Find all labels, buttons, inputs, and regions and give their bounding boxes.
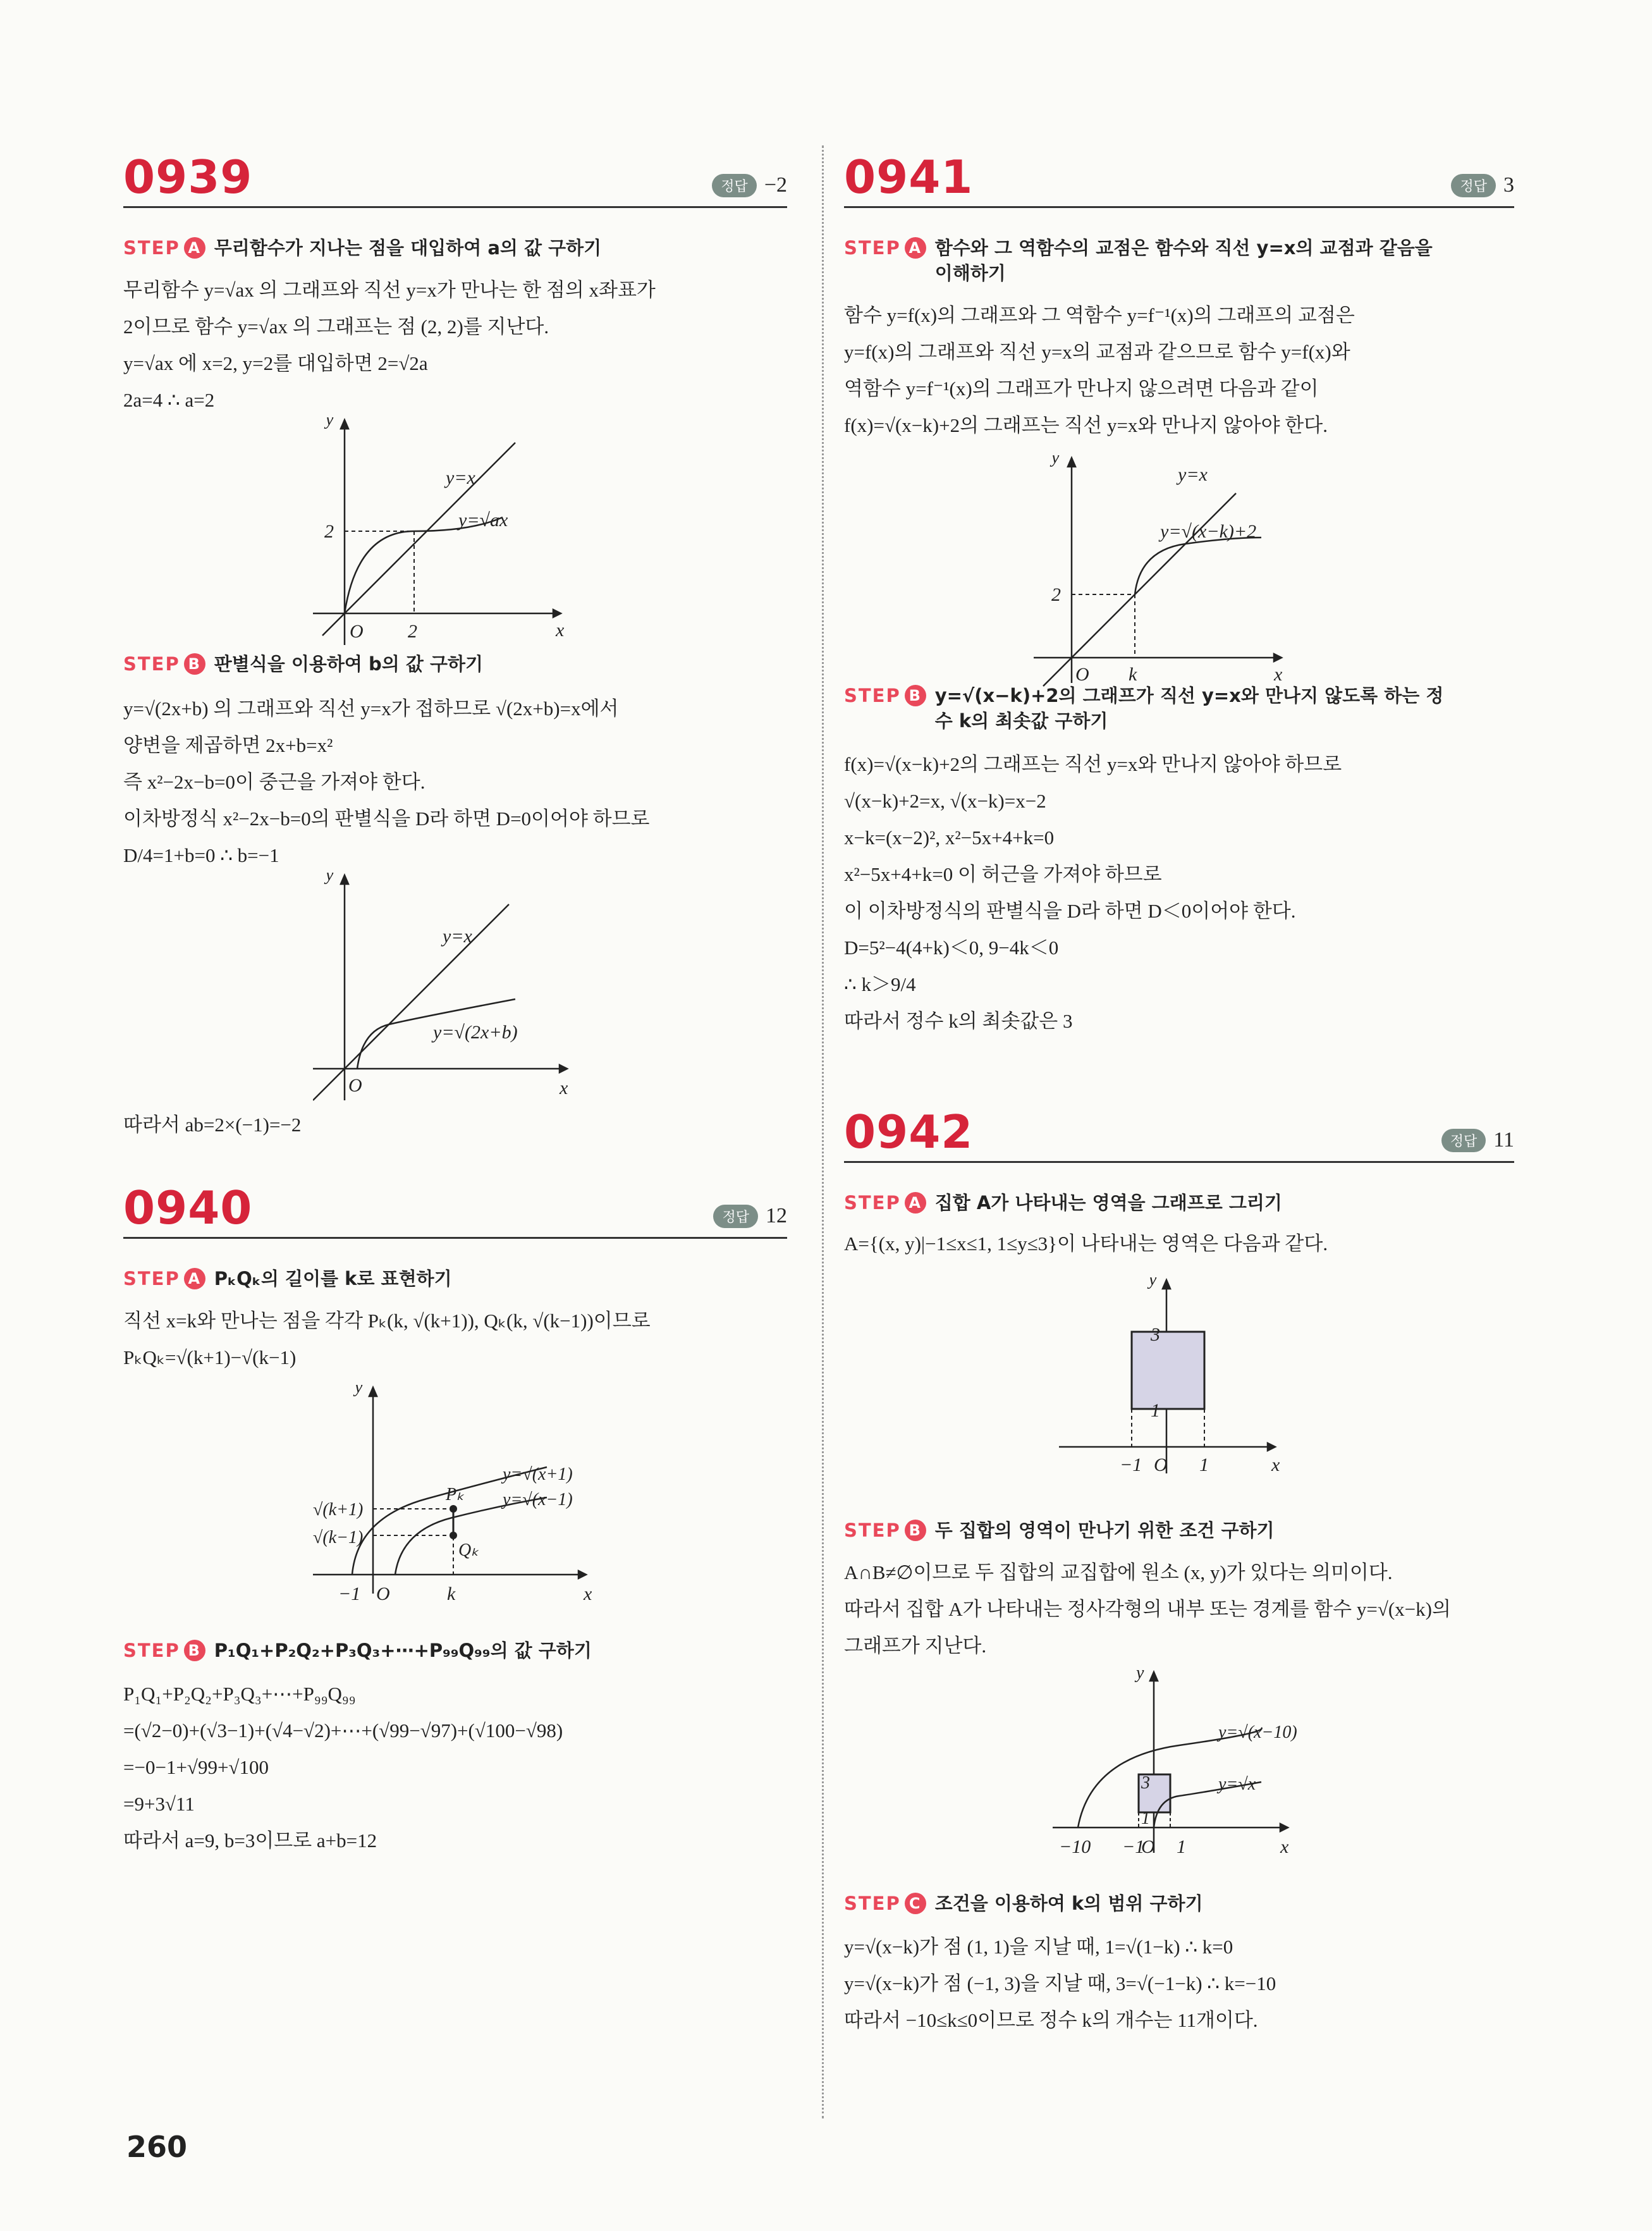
problem-number: 0939 [123,151,253,204]
text-line: 2a=4 ∴ a=2 [123,389,215,411]
text-line: P₁Q₁+P₂Q₂+P₃Q₃+⋯+P₉₉Q₉₉ [123,1683,356,1705]
graph-range-k [1053,1669,1343,1872]
point-pk [450,1505,457,1513]
axis-y-label: y [1051,455,1060,467]
step-letter: A [184,237,205,259]
line-y-eq-x [322,443,515,636]
answer [1451,173,1514,197]
text-line: =−0−1+√99+√100 [123,1756,269,1778]
step-title: PₖQₖ의 길이를 k로 표현하기 [214,1268,452,1289]
step-a-heading: STEP A 집합 A가 나타내는 영역을 그래프로 그리기 [844,1190,1514,1215]
step-letter: A [184,1268,205,1289]
graph-region-a [1059,1277,1287,1486]
axis-x-label: x [584,1583,592,1604]
step-b-body [844,746,1514,1040]
label-yx: y=x [443,926,472,947]
region-rect [1132,1332,1204,1409]
axis-x-label: x [556,620,565,641]
text-line: 직선 x=k와 만나는 점을 각각 Pₖ(k, √(k+1)), Qₖ(k, √(k−1))이므로 [123,1310,651,1332]
step-title: P₁Q₁+P₂Q₂+P₃Q₃+⋯+P₉₉Q₉₉의 값 구하기 [214,1640,592,1661]
answer-badge: 정답 [713,1205,758,1228]
label-curve-2: y=√(x−1) [503,1490,573,1509]
step-letter: B [184,653,205,675]
step-a-heading: STEP A PₖQₖ의 길이를 k로 표현하기 [123,1266,787,1291]
tick-x-1: 1 [1199,1454,1209,1475]
point-qk [450,1532,457,1539]
answer [713,1204,787,1228]
answer-badge: 정답 [1441,1129,1486,1152]
step-c-heading: STEP C 조건을 이용하여 k의 범위 구하기 [844,1891,1514,1916]
answer [712,173,787,197]
text-line: y=f(x)의 그래프와 직선 y=x의 교점과 같으므로 함수 y=f(x)와 [844,341,1350,363]
step-b-body [123,1676,787,1859]
column-divider [822,145,824,2118]
text-line: 이차방정식 x²−2x−b=0의 판별식을 D라 하면 D=0이어야 하므로 [123,808,650,830]
step-title: 함수와 그 역함수의 교점은 함수와 직선 y=x의 교점과 같음을 이해하기 [934,237,1433,284]
origin-label: O [1075,664,1089,685]
text-line: 따라서 −10≤k≤0이므로 정수 k의 개수는 11개이다. [844,2009,1258,2031]
answer-value: 12 [766,1204,787,1227]
problem-header [844,1100,1514,1163]
tick-y-2: 2 [1051,584,1061,605]
tick-y-1: 1 [1151,1400,1160,1421]
axis-y-label: y [326,873,334,885]
answer-value: 11 [1493,1128,1514,1152]
conclusion: 따라서 ab=2×(−1)=−2 [123,1114,302,1136]
text-line: y=√ax 에 x=2, y=2를 대입하면 2=√2a [123,352,428,374]
graph-sqrt-ax [313,417,578,651]
step-letter: B [184,1640,205,1661]
text-line: 따라서 정수 k의 최솟값은 3 [844,1010,1073,1032]
axis-y-label: y [1149,1277,1157,1289]
text-line: D=5²−4(4+k)＜0, 9−4k＜0 [844,937,1059,959]
answer-value: −2 [764,173,787,197]
step-letter: C [905,1893,926,1914]
origin-label: O [348,1075,362,1096]
text-line: ∴ k＞9/4 [844,973,916,995]
text-line: A∩B≠∅이므로 두 집합의 교집합에 원소 (x, y)가 있다는 의미이다. [844,1561,1393,1583]
step-title: 집합 A가 나타내는 영역을 그래프로 그리기 [934,1192,1282,1214]
tick-y-2: 2 [324,521,334,542]
step-letter: A [905,1192,926,1214]
step-title: 두 집합의 영역이 만나기 위한 조건 구하기 [934,1520,1275,1541]
text-line: 따라서 a=9, b=3이므로 a+b=12 [123,1829,377,1852]
step-letter: A [905,237,926,259]
axis-x-label: x [1271,1454,1280,1475]
problem-0939 [123,145,787,1136]
tick-x-minus10: −10 [1059,1836,1091,1857]
step-c-body [844,1929,1514,2039]
step-title: 무리함수가 지나는 점을 대입하여 a의 값 구하기 [214,237,602,259]
tick-y-1: 1 [1141,1809,1150,1828]
origin-label: O [1154,1454,1168,1475]
tick-y-3: 3 [1151,1324,1160,1345]
text-line: y=√(x−k)가 점 (−1, 3)을 지날 때, 3=√(−1−k) ∴ k=−10 [844,1972,1276,1994]
step-b-body [844,1554,1514,1664]
step-a-body [844,1226,1514,1262]
graph-sqrt-x-minus-k [1034,455,1312,696]
step-title: 판별식을 이용하여 b의 값 구하기 [214,653,484,675]
label-pk: Pₖ [446,1485,465,1504]
origin-label: O [350,621,364,642]
label-yx: y=x [1178,464,1208,485]
page-number: 260 [126,2130,188,2164]
step-a-body [844,297,1514,444]
answer-badge: 정답 [712,174,757,197]
problem-header [123,1176,787,1239]
label-curve-2: y=√x [1218,1774,1256,1794]
answer-value: 3 [1503,173,1514,197]
text-line: 양변을 제곱하면 2x+b=x² [123,734,333,756]
axis-y-label: y [1136,1669,1144,1683]
label-curve-1: y=√(x−10) [1218,1723,1297,1742]
text-line: 따라서 집합 A가 나타내는 정사각형의 내부 또는 경계를 함수 y=√(x−k)의 [844,1598,1451,1620]
graph-sqrt-2x-b [313,873,591,1113]
label-curve: y=√(x−k)+2 [1160,521,1257,542]
tick-x-2: 2 [408,621,417,642]
label-curve: y=√(2x+b) [433,1022,518,1043]
step-title: y=√(x−k)+2의 그래프가 직선 y=x와 만나지 않도록 하는 정수 k의 최솟값 구하기 [934,685,1444,732]
text-line: y=√(2x+b) 의 그래프와 직선 y=x가 접하므로 √(2x+b)=x에서 [123,698,619,720]
label-curve: y=√ax [458,510,508,531]
problem-number: 0941 [844,151,974,204]
origin-label: O [376,1583,390,1604]
problem-0942 [844,1100,1514,2031]
graph-pk-qk [313,1385,616,1606]
step-a-body [123,272,787,419]
text-line: D/4=1+b=0 ∴ b=−1 [123,844,279,866]
problem-header [123,145,787,208]
label-sqrt-k-plus-1: √(k+1) [313,1500,364,1520]
tick-x-k: k [1129,664,1137,685]
text-line: 2이므로 함수 y=√ax 의 그래프는 점 (2, 2)를 지난다. [123,316,549,338]
text-line: x−k=(x−2)², x²−5x+4+k=0 [844,827,1055,849]
problem-number: 0942 [844,1105,974,1159]
problem-0941 [844,145,1514,1032]
step-a-heading: STEP A 함수와 그 역함수의 교점은 함수와 직선 y=x의 교점과 같음을 이해하기 [844,235,1476,286]
text-line: f(x)=√(x−k)+2의 그래프는 직선 y=x와 만나지 않아야 한다. [844,414,1328,436]
label-curve-1: y=√(x+1) [503,1465,573,1484]
problem-number: 0940 [123,1181,253,1234]
step-b-heading: STEP B y=√(x−k)+2의 그래프가 직선 y=x와 만나지 않도록 하는 정수 k의 최솟값 구하기 [844,683,1476,734]
text-line: =9+3√11 [123,1793,195,1815]
text-line: 역함수 y=f⁻¹(x)의 그래프가 만나지 않으려면 다음과 같이 [844,378,1319,400]
text-line: 무리함수 y=√ax 의 그래프와 직선 y=x가 만나는 한 점의 x좌표가 [123,279,656,301]
step-b-heading: STEP B 판별식을 이용하여 b의 값 구하기 [123,651,787,677]
text-line: 그래프가 지난다. [844,1635,987,1657]
text-line: 이 이차방정식의 판별식을 D라 하면 D＜0이어야 한다. [844,900,1296,922]
step-a-body [123,1303,787,1376]
text-line: f(x)=√(x−k)+2의 그래프는 직선 y=x와 만나지 않아야 하므로 [844,753,1342,775]
text-line: y=√(x−k)가 점 (1, 1)을 지날 때, 1=√(1−k) ∴ k=0 [844,1936,1233,1958]
text-line: 함수 y=f(x)의 그래프와 그 역함수 y=f⁻¹(x)의 그래프의 교점은 [844,304,1355,326]
text-line: 즉 x²−2x−b=0이 중근을 가져야 한다. [123,771,425,793]
text-line: PₖQₖ=√(k+1)−√(k−1) [123,1346,297,1368]
step-a-heading: STEP A 무리함수가 지나는 점을 대입하여 a의 값 구하기 [123,235,787,261]
tick-x-minus1: −1 [1120,1454,1142,1475]
step-b-heading: STEP B 두 집합의 영역이 만나기 위한 조건 구하기 [844,1518,1514,1543]
axis-y-label: y [355,1385,363,1397]
tick-x-minus1: −1 [1122,1836,1145,1857]
step-b-heading: STEP B P₁Q₁+P₂Q₂+P₃Q₃+⋯+P₉₉Q₉₉의 값 구하기 [123,1638,787,1663]
axis-x-label: x [560,1078,568,1098]
tick-x-minus1: −1 [338,1583,361,1604]
step-title: 조건을 이용하여 k의 범위 구하기 [934,1893,1203,1914]
label-qk: Qₖ [458,1540,479,1560]
tick-x-1: 1 [1177,1836,1186,1857]
step-letter: B [905,685,926,706]
axis-x-label: x [1274,664,1283,685]
axis-x-label: x [1280,1836,1289,1857]
text-line: A={(x, y)|−1≤x≤1, 1≤y≤3}이 나타내는 영역은 다음과 같다. [844,1232,1328,1255]
text-line: √(x−k)+2=x, √(x−k)=x−2 [844,790,1046,812]
problem-0940 [123,1176,787,1852]
text-line: =(√2−0)+(√3−1)+(√4−√2)+⋯+(√99−√97)+(√100−√98) [123,1719,563,1742]
text-line: x²−5x+4+k=0 이 허근을 가져야 하므로 [844,863,1162,885]
step-b-body [123,691,787,874]
axis-y-label: y [326,417,334,429]
label-sqrt-k-minus-1: √(k−1) [313,1528,364,1547]
label-yx: y=x [446,467,475,488]
answer [1441,1128,1514,1152]
tick-y-3: 3 [1141,1773,1150,1793]
step-letter: B [905,1520,926,1541]
answer-badge: 정답 [1451,174,1496,197]
origin-label: O [1141,1836,1155,1857]
problem-header [844,145,1514,208]
tick-x-k: k [447,1583,456,1604]
